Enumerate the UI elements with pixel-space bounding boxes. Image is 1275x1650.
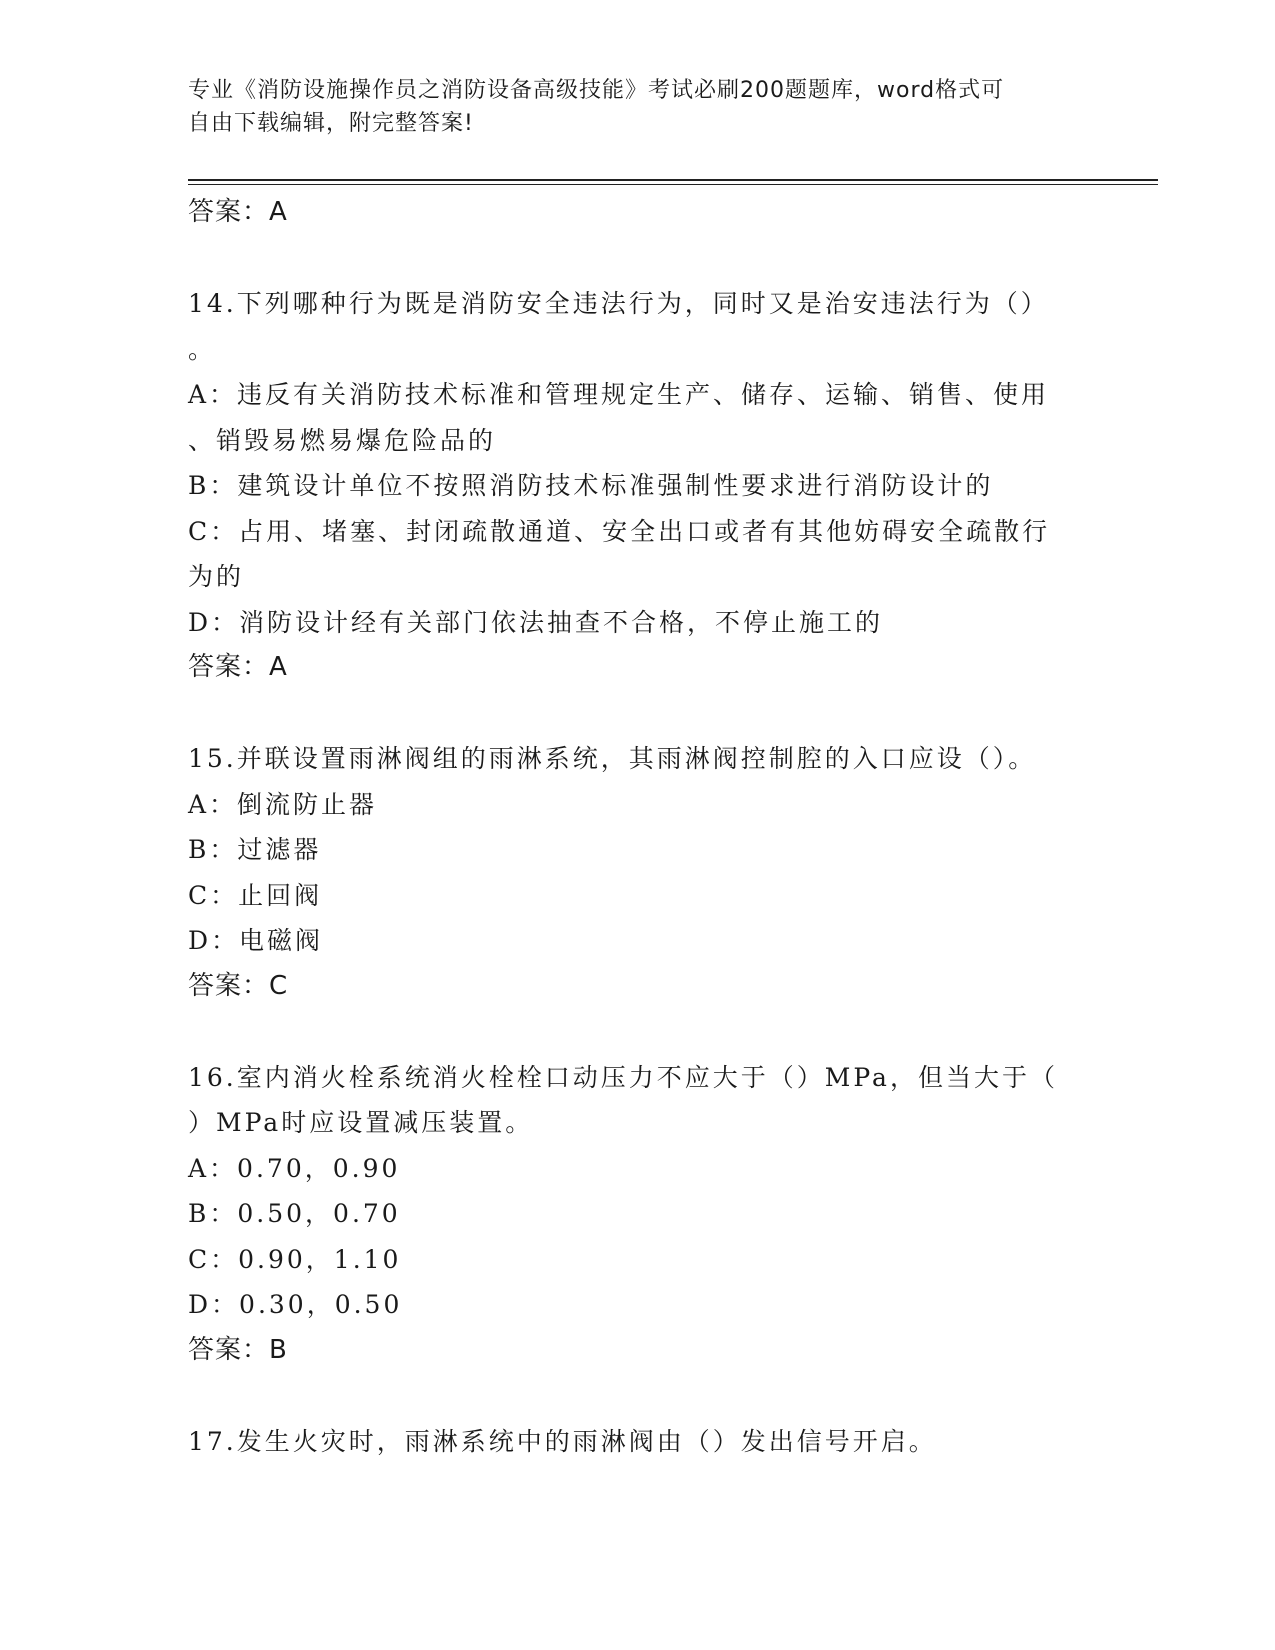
- option-a-cont: 、销毁易燃易爆危险品的: [188, 425, 497, 455]
- spacer: [188, 1373, 1088, 1419]
- question-text: 14.下列哪种行为既是消防安全违法行为，同时又是治安违法行为（）: [188, 289, 1049, 318]
- question-13-tail: [188, 190, 1088, 236]
- question-text: 17.发生火灾时，雨淋系统中的雨淋阀由（）发出信号开启。: [188, 1426, 937, 1456]
- question-text: 15.并联设置雨淋阀组的雨淋系统，其雨淋阀控制腔的入口应设（）。: [188, 744, 1037, 773]
- header-line-2: 自由下载编辑，附完整答案!: [188, 111, 474, 136]
- question-text-cont: 。: [188, 334, 217, 364]
- question-text: 16.室内消火栓系统消火栓栓口动压力不应大于（）MPa，但当大于（: [188, 1062, 1058, 1092]
- option-d: D：电磁阀: [188, 926, 324, 955]
- option-b: B：建筑设计单位不按照消防技术标准强制性要求进行消防设计的: [188, 471, 994, 500]
- question-list: [188, 190, 1088, 1464]
- question-17: [188, 1419, 1088, 1465]
- option-a: A：倒流防止器: [188, 789, 378, 819]
- question-text-cont: ）MPa时应设置减压装置。: [188, 1108, 534, 1137]
- option-c-cont: 为的: [188, 562, 245, 591]
- option-a: A：0.70，0.90: [188, 1153, 401, 1183]
- question-16: [188, 1055, 1088, 1374]
- header-divider: [188, 179, 1158, 181]
- answer-line: 答案：C: [188, 970, 289, 1001]
- option-c: C：止回阀: [188, 880, 323, 910]
- question-14: [188, 281, 1088, 691]
- option-c: C：0.90，1.10: [188, 1244, 402, 1274]
- header-line-1: 专业《消防设施操作员之消防设备高级技能》考试必刷200题题库，word格式可: [188, 78, 1005, 103]
- option-a: A：违反有关消防技术标准和管理规定生产、储存、运输、销售、使用: [188, 380, 1050, 409]
- page-header: [188, 74, 1088, 140]
- spacer: [188, 691, 1088, 737]
- answer-line: 答案：B: [188, 1334, 288, 1365]
- option-b: B：过滤器: [188, 835, 322, 864]
- answer-line: 答案：A: [188, 652, 288, 682]
- spacer: [188, 236, 1088, 282]
- spacer: [188, 1009, 1088, 1055]
- header-divider-thin: [188, 184, 1158, 185]
- question-15: [188, 736, 1088, 1009]
- option-b: B：0.50，0.70: [188, 1199, 401, 1228]
- option-c: C：占用、堵塞、封闭疏散通道、安全出口或者有其他妨碍安全疏散行: [188, 516, 1051, 546]
- option-d: D：消防设计经有关部门依法抽查不合格，不停止施工的: [188, 607, 884, 637]
- option-d: D：0.30，0.50: [188, 1290, 403, 1319]
- answer-line: 答案：A: [188, 197, 288, 227]
